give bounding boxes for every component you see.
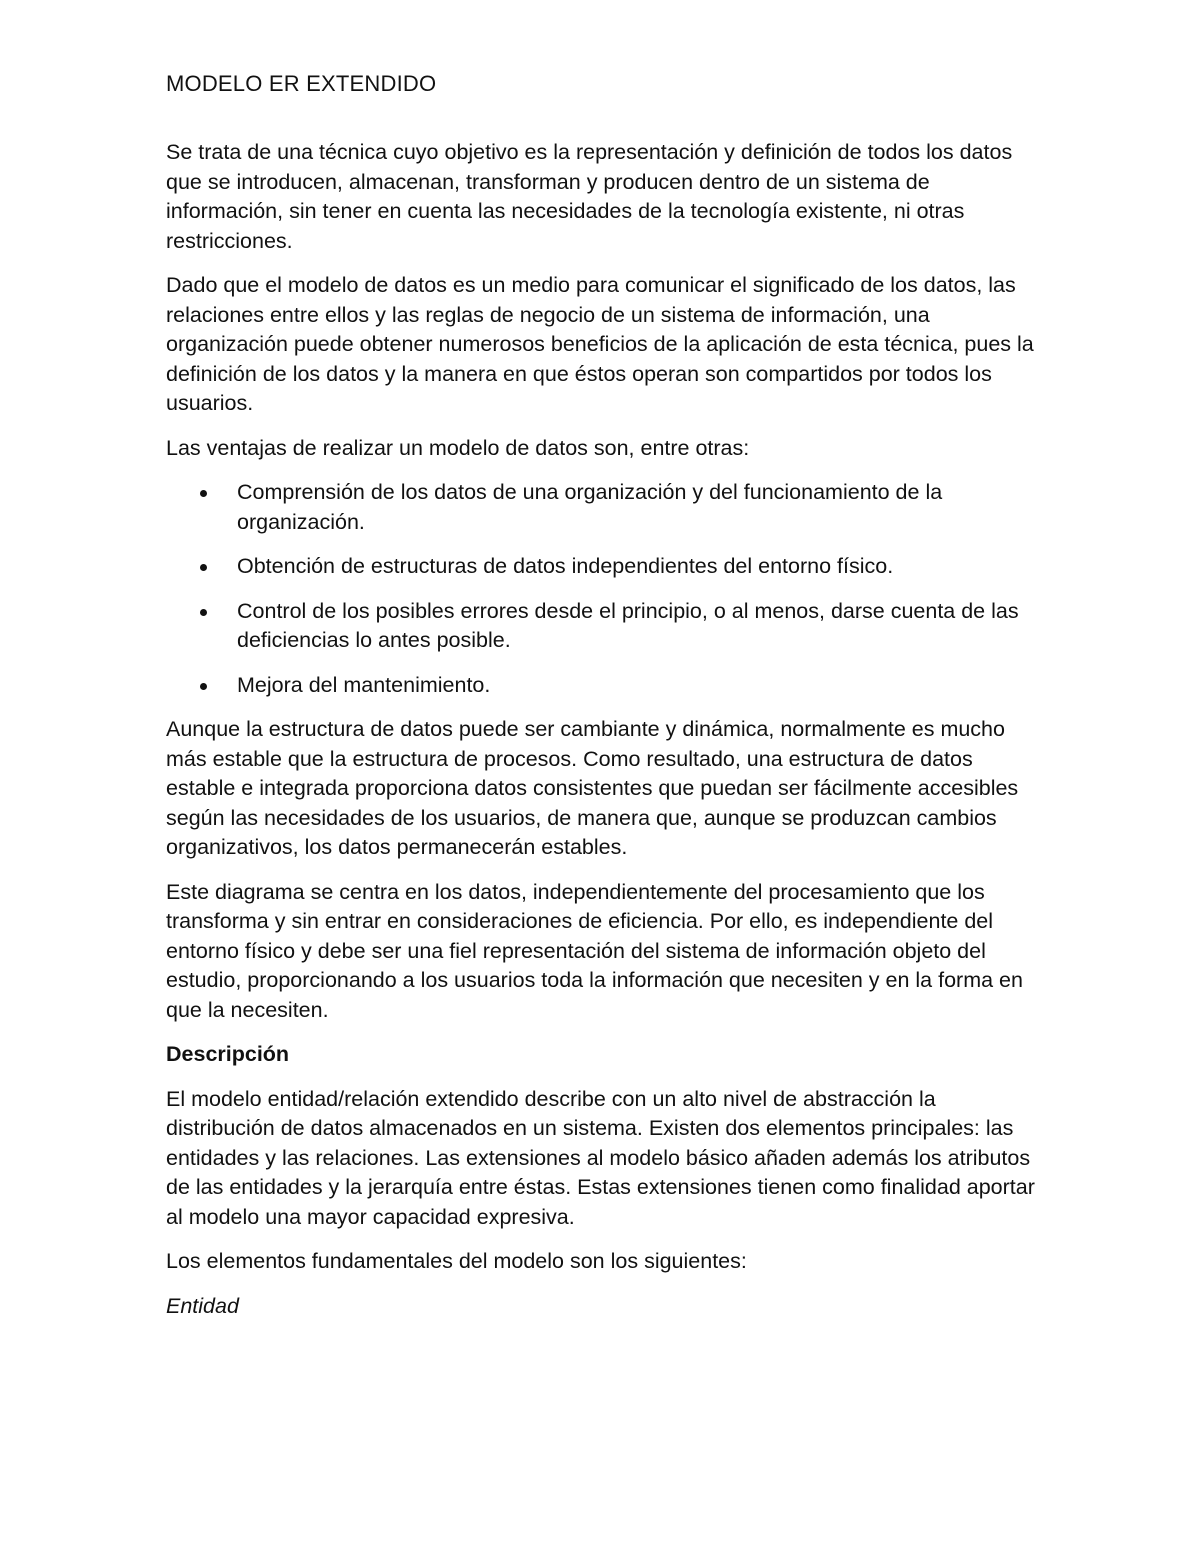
advantages-list <box>166 478 1046 700</box>
list-item-text: Comprensión de los datos de una organización y del funcionamiento de la organización. <box>237 480 943 534</box>
list-item <box>166 597 1046 656</box>
list-item-text: Obtención de estructuras de datos independientes del entorno físico. <box>237 554 894 578</box>
paragraph-elements-intro: Los elementos fundamentales del modelo son los siguientes: <box>166 1249 747 1273</box>
bullet-icon <box>200 683 207 690</box>
paragraph-advantages-intro: Las ventajas de realizar un modelo de datos son, entre otras: <box>166 435 750 460</box>
bullet-icon <box>200 609 207 616</box>
paragraph-model-description: El modelo entidad/relación extendido describe con un alto nivel de abstracción la distribución de datos almacenados en un sistema. Existen dos elementos principales: las entidades y las relaciones. Las extensiones al modelo básico añaden además los atributos de las entidades y la jerarquía entre éstas. Estas extensiones tienen como finalidad aportar al modelo una mayor capacidad expresiva. <box>166 1086 1035 1229</box>
document-page <box>166 66 1046 1336</box>
paragraph-stability: Aunque la estructura de datos puede ser cambiante y dinámica, normalmente es mucho más estable que la estructura de procesos. Como resultado, una estructura de datos estable e integrada proporciona datos consistentes que puedan ser fácilmente accesibles según las necesidades de los usuarios, de manera que, aunque se produzcan cambios organizativos, los datos permanecerán estables. <box>166 717 1019 859</box>
list-item <box>166 478 1046 537</box>
document-title: MODELO ER EXTENDIDO <box>166 71 437 96</box>
section-heading-description: Descripción <box>166 1042 290 1066</box>
paragraph-benefits: Dado que el modelo de datos es un medio para comunicar el significado de los datos, las relaciones entre ellos y las reglas de negocio de un sistema de información, una organización puede obtener numerosos beneficios de la aplicación de esta técnica, pues la definición de los datos y la manera en que éstos operan son compartidos por todos los usuarios. <box>166 273 1034 415</box>
subheading-entity: Entidad <box>166 1293 239 1318</box>
list-item <box>166 671 1046 701</box>
list-item-text: Control de los posibles errores desde el principio, o al menos, darse cuenta de las deficiencias lo antes posible. <box>237 598 1019 652</box>
bullet-icon <box>200 564 207 571</box>
paragraph-definition: Se trata de una técnica cuyo objetivo es la representación y definición de todos los datos que se introducen, almacenan, transforman y producen dentro de un sistema de información, sin tener en cuenta las necesidades de la tecnología existente, ni otras restricciones. <box>166 140 1013 253</box>
list-item-text: Mejora del mantenimiento. <box>237 672 491 697</box>
paragraph-diagram-focus: Este diagrama se centra en los datos, independientemente del procesamiento que los transforma y sin entrar en consideraciones de eficiencia. Por ello, es independiente del entorno físico y debe ser una fiel representación del sistema de información objeto del estudio, proporcionando a los usuarios toda la información que necesiten y en la forma en que la necesiten. <box>166 879 1023 1022</box>
bullet-icon <box>200 490 207 497</box>
list-item <box>166 552 1046 582</box>
